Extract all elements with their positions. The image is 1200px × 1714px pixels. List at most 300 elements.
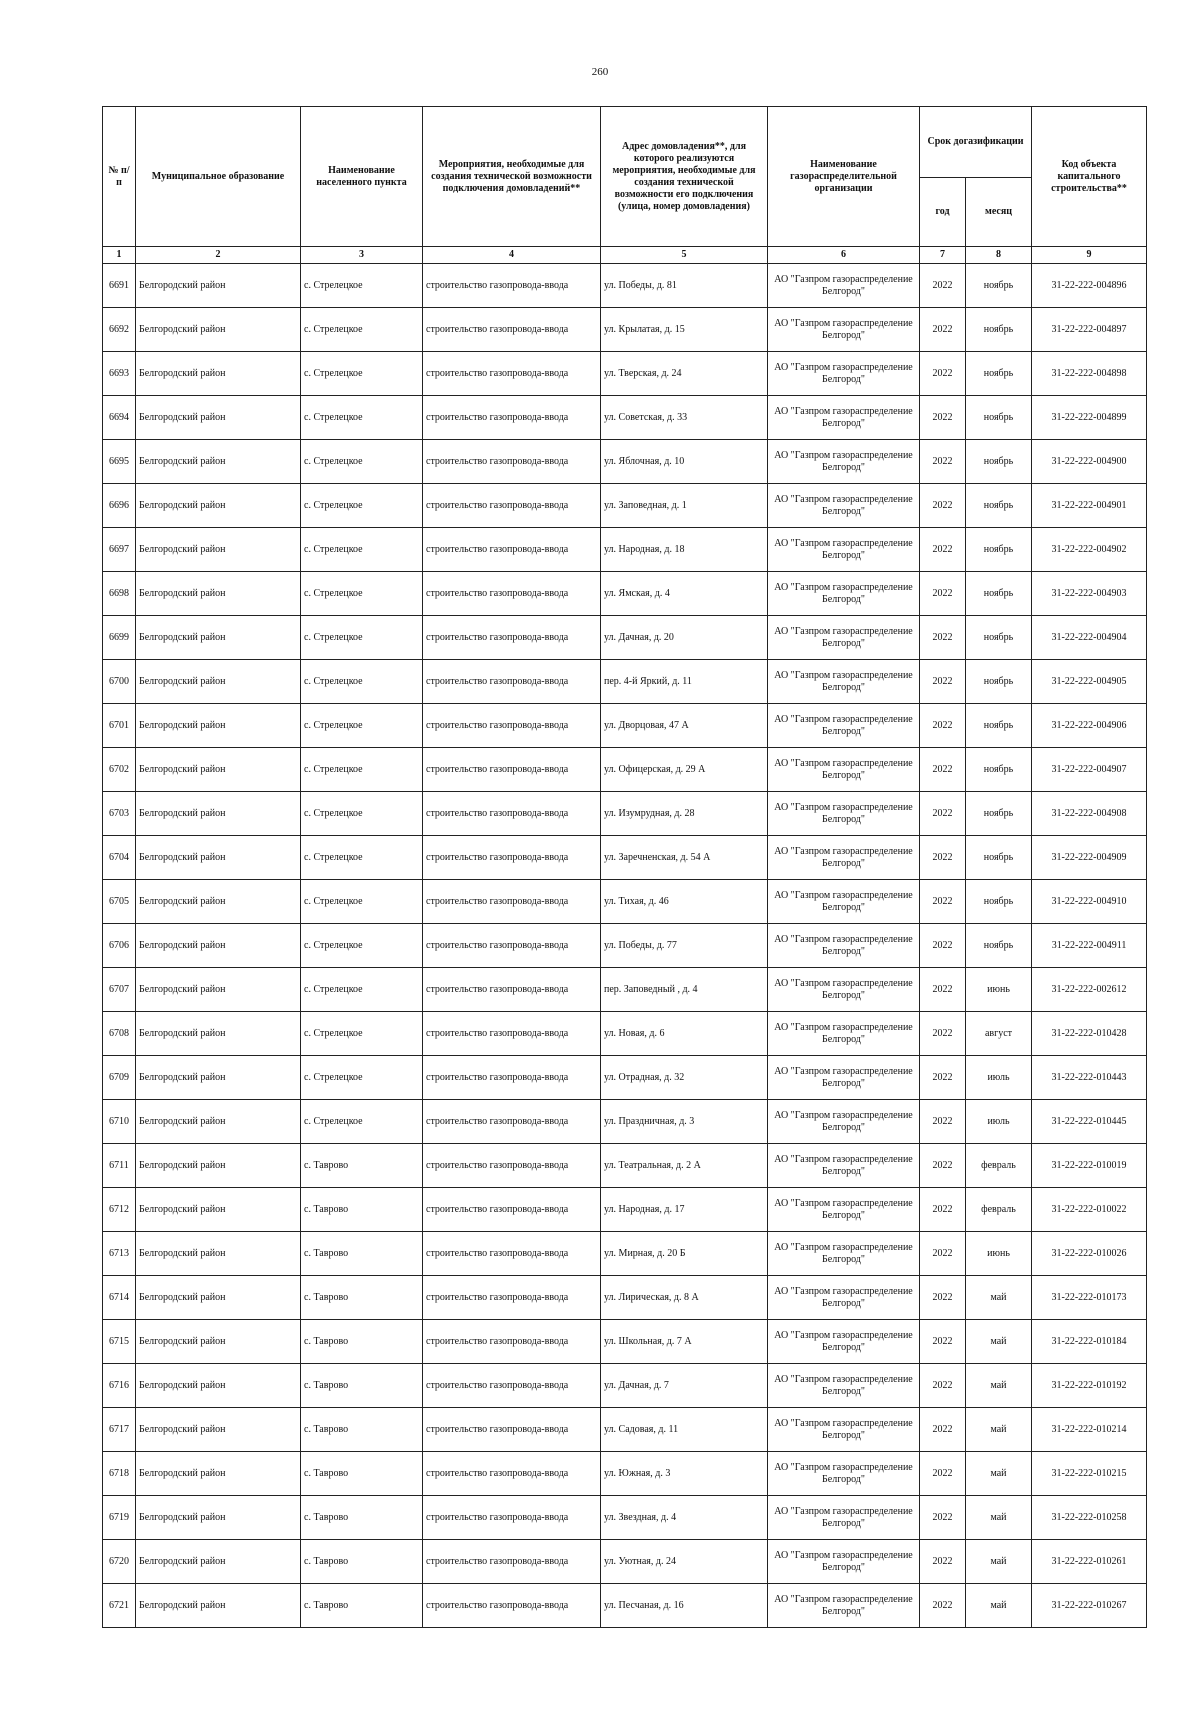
- municipality-cell: Белгородский район: [136, 1100, 301, 1144]
- row-number: 6693: [103, 352, 136, 396]
- month-cell: май: [966, 1408, 1032, 1452]
- activity-cell: строительство газопровода-ввода: [423, 660, 601, 704]
- settlement-cell: с. Стрелецкое: [301, 748, 423, 792]
- column-number: 9: [1032, 247, 1147, 264]
- organization-cell: АО "Газпром газораспределение Белгород": [768, 968, 920, 1012]
- address-cell: ул. Офицерская, д. 29 А: [601, 748, 768, 792]
- column-number: 4: [423, 247, 601, 264]
- row-number: 6697: [103, 528, 136, 572]
- settlement-cell: с. Таврово: [301, 1496, 423, 1540]
- address-cell: ул. Уютная, д. 24: [601, 1540, 768, 1584]
- month-cell: ноябрь: [966, 528, 1032, 572]
- year-cell: 2022: [920, 660, 966, 704]
- year-cell: 2022: [920, 924, 966, 968]
- table-row: [103, 1276, 1147, 1320]
- object-code-cell: 31-22-222-010019: [1032, 1144, 1147, 1188]
- table-row: [103, 968, 1147, 1012]
- organization-cell: АО "Газпром газораспределение Белгород": [768, 704, 920, 748]
- address-cell: ул. Народная, д. 18: [601, 528, 768, 572]
- object-code-cell: 31-22-222-004898: [1032, 352, 1147, 396]
- table-row: [103, 1232, 1147, 1276]
- address-cell: ул. Изумрудная, д. 28: [601, 792, 768, 836]
- settlement-cell: с. Таврово: [301, 1144, 423, 1188]
- settlement-cell: с. Таврово: [301, 1320, 423, 1364]
- activity-cell: строительство газопровода-ввода: [423, 440, 601, 484]
- object-code-cell: 31-22-222-010173: [1032, 1276, 1147, 1320]
- settlement-cell: с. Стрелецкое: [301, 1056, 423, 1100]
- month-cell: май: [966, 1320, 1032, 1364]
- row-number: 6710: [103, 1100, 136, 1144]
- year-cell: 2022: [920, 1276, 966, 1320]
- month-cell: ноябрь: [966, 264, 1032, 308]
- table-row: [103, 396, 1147, 440]
- address-cell: ул. Тихая, д. 46: [601, 880, 768, 924]
- object-code-cell: 31-22-222-010026: [1032, 1232, 1147, 1276]
- year-cell: 2022: [920, 352, 966, 396]
- table-row: [103, 1540, 1147, 1584]
- settlement-cell: с. Стрелецкое: [301, 792, 423, 836]
- organization-cell: АО "Газпром газораспределение Белгород": [768, 1584, 920, 1628]
- address-cell: ул. Мирная, д. 20 Б: [601, 1232, 768, 1276]
- object-code-cell: 31-22-222-010022: [1032, 1188, 1147, 1232]
- month-cell: ноябрь: [966, 880, 1032, 924]
- organization-cell: АО "Газпром газораспределение Белгород": [768, 1100, 920, 1144]
- organization-cell: АО "Газпром газораспределение Белгород": [768, 396, 920, 440]
- table-row: [103, 1496, 1147, 1540]
- municipality-cell: Белгородский район: [136, 1452, 301, 1496]
- activity-cell: строительство газопровода-ввода: [423, 704, 601, 748]
- municipality-cell: Белгородский район: [136, 440, 301, 484]
- table-row: [103, 1056, 1147, 1100]
- column-number: 7: [920, 247, 966, 264]
- month-cell: ноябрь: [966, 352, 1032, 396]
- month-cell: ноябрь: [966, 792, 1032, 836]
- settlement-cell: с. Стрелецкое: [301, 616, 423, 660]
- activity-cell: строительство газопровода-ввода: [423, 396, 601, 440]
- address-cell: ул. Школьная, д. 7 А: [601, 1320, 768, 1364]
- row-number: 6691: [103, 264, 136, 308]
- address-cell: ул. Ямская, д. 4: [601, 572, 768, 616]
- table-row: [103, 836, 1147, 880]
- column-number: 5: [601, 247, 768, 264]
- address-cell: ул. Дворцовая, 47 А: [601, 704, 768, 748]
- table-row: [103, 1408, 1147, 1452]
- organization-cell: АО "Газпром газораспределение Белгород": [768, 308, 920, 352]
- municipality-cell: Белгородский район: [136, 352, 301, 396]
- activity-cell: строительство газопровода-ввода: [423, 968, 601, 1012]
- activity-cell: строительство газопровода-ввода: [423, 308, 601, 352]
- year-cell: 2022: [920, 572, 966, 616]
- object-code-cell: 31-22-222-010258: [1032, 1496, 1147, 1540]
- table-row: [103, 748, 1147, 792]
- settlement-cell: с. Таврово: [301, 1452, 423, 1496]
- table-row: [103, 616, 1147, 660]
- year-cell: 2022: [920, 968, 966, 1012]
- organization-cell: АО "Газпром газораспределение Белгород": [768, 880, 920, 924]
- header-address: Адрес домовладения**, для которого реализуются мероприятия, необходимые для создания технической возможности его подключения (улица, номер домовладения): [601, 107, 768, 247]
- organization-cell: АО "Газпром газораспределение Белгород": [768, 616, 920, 660]
- table-row: [103, 1144, 1147, 1188]
- municipality-cell: Белгородский район: [136, 1540, 301, 1584]
- address-cell: ул. Театральная, д. 2 А: [601, 1144, 768, 1188]
- object-code-cell: 31-22-222-004904: [1032, 616, 1147, 660]
- object-code-cell: 31-22-222-010215: [1032, 1452, 1147, 1496]
- address-cell: ул. Дачная, д. 7: [601, 1364, 768, 1408]
- organization-cell: АО "Газпром газораспределение Белгород": [768, 1540, 920, 1584]
- header-month: месяц: [966, 178, 1032, 247]
- table-row: [103, 352, 1147, 396]
- activity-cell: строительство газопровода-ввода: [423, 792, 601, 836]
- month-cell: ноябрь: [966, 484, 1032, 528]
- organization-cell: АО "Газпром газораспределение Белгород": [768, 352, 920, 396]
- address-cell: ул. Праздничная, д. 3: [601, 1100, 768, 1144]
- table-row: [103, 924, 1147, 968]
- object-code-cell: 31-22-222-004901: [1032, 484, 1147, 528]
- year-cell: 2022: [920, 528, 966, 572]
- activity-cell: строительство газопровода-ввода: [423, 1232, 601, 1276]
- activity-cell: строительство газопровода-ввода: [423, 572, 601, 616]
- object-code-cell: 31-22-222-004903: [1032, 572, 1147, 616]
- year-cell: 2022: [920, 440, 966, 484]
- organization-cell: АО "Газпром газораспределение Белгород": [768, 1496, 920, 1540]
- header-code: Код объекта капитального строительства**: [1032, 107, 1147, 247]
- object-code-cell: 31-22-222-004905: [1032, 660, 1147, 704]
- settlement-cell: с. Стрелецкое: [301, 572, 423, 616]
- settlement-cell: с. Таврово: [301, 1232, 423, 1276]
- object-code-cell: 31-22-222-004896: [1032, 264, 1147, 308]
- row-number: 6704: [103, 836, 136, 880]
- month-cell: ноябрь: [966, 660, 1032, 704]
- month-cell: май: [966, 1584, 1032, 1628]
- municipality-cell: Белгородский район: [136, 1320, 301, 1364]
- row-number: 6715: [103, 1320, 136, 1364]
- address-cell: ул. Победы, д. 77: [601, 924, 768, 968]
- organization-cell: АО "Газпром газораспределение Белгород": [768, 748, 920, 792]
- row-number: 6698: [103, 572, 136, 616]
- year-cell: 2022: [920, 880, 966, 924]
- settlement-cell: с. Стрелецкое: [301, 704, 423, 748]
- object-code-cell: 31-22-222-010443: [1032, 1056, 1147, 1100]
- address-cell: ул. Песчаная, д. 16: [601, 1584, 768, 1628]
- row-number: 6701: [103, 704, 136, 748]
- month-cell: ноябрь: [966, 924, 1032, 968]
- address-cell: ул. Лирическая, д. 8 А: [601, 1276, 768, 1320]
- table-row: [103, 1364, 1147, 1408]
- organization-cell: АО "Газпром газораспределение Белгород": [768, 924, 920, 968]
- table-row: [103, 572, 1147, 616]
- municipality-cell: Белгородский район: [136, 704, 301, 748]
- settlement-cell: с. Стрелецкое: [301, 1012, 423, 1056]
- object-code-cell: 31-22-222-010428: [1032, 1012, 1147, 1056]
- municipality-cell: Белгородский район: [136, 1364, 301, 1408]
- settlement-cell: с. Стрелецкое: [301, 352, 423, 396]
- row-number: 6695: [103, 440, 136, 484]
- table-row: [103, 704, 1147, 748]
- address-cell: пер. 4-й Яркий, д. 11: [601, 660, 768, 704]
- page-number: 260: [591, 66, 609, 78]
- settlement-cell: с. Стрелецкое: [301, 440, 423, 484]
- month-cell: май: [966, 1496, 1032, 1540]
- activity-cell: строительство газопровода-ввода: [423, 1276, 601, 1320]
- year-cell: 2022: [920, 616, 966, 660]
- object-code-cell: 31-22-222-002612: [1032, 968, 1147, 1012]
- organization-cell: АО "Газпром газораспределение Белгород": [768, 484, 920, 528]
- address-cell: ул. Дачная, д. 20: [601, 616, 768, 660]
- row-number: 6702: [103, 748, 136, 792]
- table-row: [103, 264, 1147, 308]
- organization-cell: АО "Газпром газораспределение Белгород": [768, 1232, 920, 1276]
- row-number: 6718: [103, 1452, 136, 1496]
- table-body: [103, 264, 1147, 1628]
- year-cell: 2022: [920, 396, 966, 440]
- header-term: Срок догазификации: [920, 107, 1032, 178]
- settlement-cell: с. Стрелецкое: [301, 528, 423, 572]
- month-cell: февраль: [966, 1144, 1032, 1188]
- column-number: 3: [301, 247, 423, 264]
- table-row: [103, 1100, 1147, 1144]
- municipality-cell: Белгородский район: [136, 1188, 301, 1232]
- year-cell: 2022: [920, 1496, 966, 1540]
- object-code-cell: 31-22-222-004906: [1032, 704, 1147, 748]
- municipality-cell: Белгородский район: [136, 308, 301, 352]
- settlement-cell: с. Таврово: [301, 1408, 423, 1452]
- month-cell: ноябрь: [966, 396, 1032, 440]
- month-cell: ноябрь: [966, 440, 1032, 484]
- object-code-cell: 31-22-222-004897: [1032, 308, 1147, 352]
- year-cell: 2022: [920, 1100, 966, 1144]
- municipality-cell: Белгородский район: [136, 1232, 301, 1276]
- municipality-cell: Белгородский район: [136, 792, 301, 836]
- settlement-cell: с. Таврово: [301, 1364, 423, 1408]
- year-cell: 2022: [920, 836, 966, 880]
- activity-cell: строительство газопровода-ввода: [423, 748, 601, 792]
- organization-cell: АО "Газпром газораспределение Белгород": [768, 1276, 920, 1320]
- address-cell: ул. Крылатая, д. 15: [601, 308, 768, 352]
- table-row: [103, 1320, 1147, 1364]
- month-cell: май: [966, 1364, 1032, 1408]
- header-organization: Наименование газораспределительной организации: [768, 107, 920, 247]
- address-cell: ул. Новая, д. 6: [601, 1012, 768, 1056]
- year-cell: 2022: [920, 1232, 966, 1276]
- month-cell: ноябрь: [966, 572, 1032, 616]
- gasification-table: [102, 106, 1147, 1628]
- organization-cell: АО "Газпром газораспределение Белгород": [768, 836, 920, 880]
- row-number: 6699: [103, 616, 136, 660]
- municipality-cell: Белгородский район: [136, 264, 301, 308]
- organization-cell: АО "Газпром газораспределение Белгород": [768, 1408, 920, 1452]
- organization-cell: АО "Газпром газораспределение Белгород": [768, 660, 920, 704]
- month-cell: июль: [966, 1100, 1032, 1144]
- settlement-cell: с. Стрелецкое: [301, 308, 423, 352]
- organization-cell: АО "Газпром газораспределение Белгород": [768, 1452, 920, 1496]
- row-number: 6703: [103, 792, 136, 836]
- month-cell: июнь: [966, 1232, 1032, 1276]
- month-cell: ноябрь: [966, 616, 1032, 660]
- object-code-cell: 31-22-222-004910: [1032, 880, 1147, 924]
- row-number: 6719: [103, 1496, 136, 1540]
- address-cell: ул. Звездная, д. 4: [601, 1496, 768, 1540]
- row-number: 6720: [103, 1540, 136, 1584]
- address-cell: ул. Отрадная, д. 32: [601, 1056, 768, 1100]
- activity-cell: строительство газопровода-ввода: [423, 1320, 601, 1364]
- month-cell: июнь: [966, 968, 1032, 1012]
- month-cell: ноябрь: [966, 704, 1032, 748]
- header-year: год: [920, 178, 966, 247]
- month-cell: ноябрь: [966, 836, 1032, 880]
- organization-cell: АО "Газпром газораспределение Белгород": [768, 1188, 920, 1232]
- organization-cell: АО "Газпром газораспределение Белгород": [768, 528, 920, 572]
- table-row: [103, 1188, 1147, 1232]
- month-cell: февраль: [966, 1188, 1032, 1232]
- address-cell: ул. Тверская, д. 24: [601, 352, 768, 396]
- year-cell: 2022: [920, 264, 966, 308]
- table-row: [103, 1012, 1147, 1056]
- object-code-cell: 31-22-222-004907: [1032, 748, 1147, 792]
- row-number: 6700: [103, 660, 136, 704]
- activity-cell: строительство газопровода-ввода: [423, 1056, 601, 1100]
- object-code-cell: 31-22-222-010184: [1032, 1320, 1147, 1364]
- municipality-cell: Белгородский район: [136, 1496, 301, 1540]
- municipality-cell: Белгородский район: [136, 1408, 301, 1452]
- settlement-cell: с. Таврово: [301, 1188, 423, 1232]
- address-cell: ул. Советская, д. 33: [601, 396, 768, 440]
- activity-cell: строительство газопровода-ввода: [423, 880, 601, 924]
- activity-cell: строительство газопровода-ввода: [423, 1364, 601, 1408]
- activity-cell: строительство газопровода-ввода: [423, 484, 601, 528]
- table-row: [103, 660, 1147, 704]
- organization-cell: АО "Газпром газораспределение Белгород": [768, 792, 920, 836]
- municipality-cell: Белгородский район: [136, 1584, 301, 1628]
- address-cell: пер. Заповедный , д. 4: [601, 968, 768, 1012]
- address-cell: ул. Южная, д. 3: [601, 1452, 768, 1496]
- month-cell: май: [966, 1276, 1032, 1320]
- year-cell: 2022: [920, 1188, 966, 1232]
- year-cell: 2022: [920, 484, 966, 528]
- organization-cell: АО "Газпром газораспределение Белгород": [768, 1320, 920, 1364]
- address-cell: ул. Победы, д. 81: [601, 264, 768, 308]
- year-cell: 2022: [920, 1540, 966, 1584]
- row-number: 6706: [103, 924, 136, 968]
- object-code-cell: 31-22-222-010214: [1032, 1408, 1147, 1452]
- settlement-cell: с. Стрелецкое: [301, 1100, 423, 1144]
- municipality-cell: Белгородский район: [136, 836, 301, 880]
- row-number: 6705: [103, 880, 136, 924]
- activity-cell: строительство газопровода-ввода: [423, 616, 601, 660]
- activity-cell: строительство газопровода-ввода: [423, 1188, 601, 1232]
- year-cell: 2022: [920, 748, 966, 792]
- address-cell: ул. Народная, д. 17: [601, 1188, 768, 1232]
- header-num: № п/п: [103, 107, 136, 247]
- municipality-cell: Белгородский район: [136, 616, 301, 660]
- organization-cell: АО "Газпром газораспределение Белгород": [768, 440, 920, 484]
- organization-cell: АО "Газпром газораспределение Белгород": [768, 1364, 920, 1408]
- row-number: 6716: [103, 1364, 136, 1408]
- organization-cell: АО "Газпром газораспределение Белгород": [768, 1012, 920, 1056]
- object-code-cell: 31-22-222-004908: [1032, 792, 1147, 836]
- header-activities: Мероприятия, необходимые для создания технической возможности подключения домовладений**: [423, 107, 601, 247]
- settlement-cell: с. Стрелецкое: [301, 660, 423, 704]
- settlement-cell: с. Таврово: [301, 1540, 423, 1584]
- object-code-cell: 31-22-222-004899: [1032, 396, 1147, 440]
- month-cell: август: [966, 1012, 1032, 1056]
- municipality-cell: Белгородский район: [136, 396, 301, 440]
- month-cell: июль: [966, 1056, 1032, 1100]
- settlement-cell: с. Стрелецкое: [301, 968, 423, 1012]
- year-cell: 2022: [920, 792, 966, 836]
- object-code-cell: 31-22-222-004911: [1032, 924, 1147, 968]
- municipality-cell: Белгородский район: [136, 1144, 301, 1188]
- address-cell: ул. Заповедная, д. 1: [601, 484, 768, 528]
- row-number: 6717: [103, 1408, 136, 1452]
- municipality-cell: Белгородский район: [136, 748, 301, 792]
- table-row: [103, 792, 1147, 836]
- municipality-cell: Белгородский район: [136, 660, 301, 704]
- organization-cell: АО "Газпром газораспределение Белгород": [768, 572, 920, 616]
- month-cell: май: [966, 1540, 1032, 1584]
- row-number: 6708: [103, 1012, 136, 1056]
- municipality-cell: Белгородский район: [136, 924, 301, 968]
- month-cell: ноябрь: [966, 748, 1032, 792]
- activity-cell: строительство газопровода-ввода: [423, 1012, 601, 1056]
- municipality-cell: Белгородский район: [136, 528, 301, 572]
- object-code-cell: 31-22-222-004900: [1032, 440, 1147, 484]
- municipality-cell: Белгородский район: [136, 1276, 301, 1320]
- year-cell: 2022: [920, 1364, 966, 1408]
- municipality-cell: Белгородский район: [136, 880, 301, 924]
- month-cell: ноябрь: [966, 308, 1032, 352]
- settlement-cell: с. Стрелецкое: [301, 924, 423, 968]
- row-number: 6694: [103, 396, 136, 440]
- year-cell: 2022: [920, 1056, 966, 1100]
- row-number: 6692: [103, 308, 136, 352]
- year-cell: 2022: [920, 308, 966, 352]
- settlement-cell: с. Стрелецкое: [301, 484, 423, 528]
- organization-cell: АО "Газпром газораспределение Белгород": [768, 1144, 920, 1188]
- activity-cell: строительство газопровода-ввода: [423, 264, 601, 308]
- settlement-cell: с. Стрелецкое: [301, 836, 423, 880]
- municipality-cell: Белгородский район: [136, 1012, 301, 1056]
- row-number: 6721: [103, 1584, 136, 1628]
- table-header: [103, 107, 1147, 264]
- header-municipality: Муниципальное образование: [136, 107, 301, 247]
- header-settlement: Наименование населенного пункта: [301, 107, 423, 247]
- year-cell: 2022: [920, 704, 966, 748]
- table-row: [103, 528, 1147, 572]
- settlement-cell: с. Таврово: [301, 1584, 423, 1628]
- row-number: 6712: [103, 1188, 136, 1232]
- address-cell: ул. Садовая, д. 11: [601, 1408, 768, 1452]
- object-code-cell: 31-22-222-010267: [1032, 1584, 1147, 1628]
- organization-cell: АО "Газпром газораспределение Белгород": [768, 1056, 920, 1100]
- object-code-cell: 31-22-222-010261: [1032, 1540, 1147, 1584]
- object-code-cell: 31-22-222-004909: [1032, 836, 1147, 880]
- activity-cell: строительство газопровода-ввода: [423, 528, 601, 572]
- activity-cell: строительство газопровода-ввода: [423, 1452, 601, 1496]
- municipality-cell: Белгородский район: [136, 572, 301, 616]
- row-number: 6711: [103, 1144, 136, 1188]
- activity-cell: строительство газопровода-ввода: [423, 352, 601, 396]
- table-row: [103, 484, 1147, 528]
- year-cell: 2022: [920, 1408, 966, 1452]
- row-number: 6714: [103, 1276, 136, 1320]
- settlement-cell: с. Стрелецкое: [301, 396, 423, 440]
- year-cell: 2022: [920, 1320, 966, 1364]
- row-number: 6707: [103, 968, 136, 1012]
- row-number: 6709: [103, 1056, 136, 1100]
- column-number: 2: [136, 247, 301, 264]
- table-row: [103, 1584, 1147, 1628]
- table-row: [103, 880, 1147, 924]
